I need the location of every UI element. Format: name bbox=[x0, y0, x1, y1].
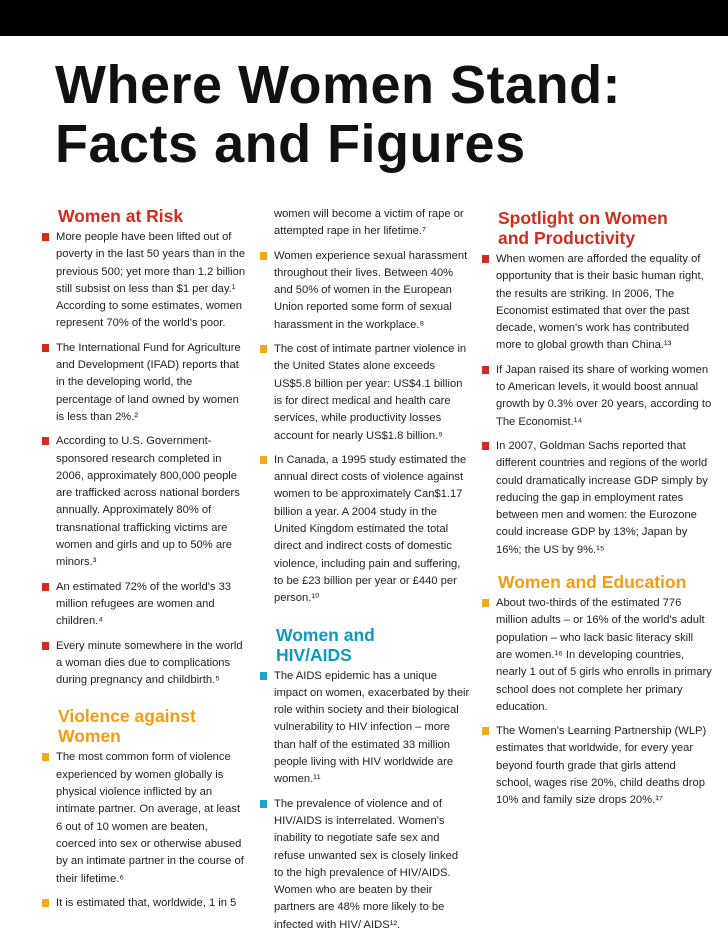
heading-spotlight-productivity bbox=[498, 208, 712, 248]
continued-text: women will become a victim of rape or attempted rape in her lifetime.⁷ bbox=[274, 208, 464, 238]
bullet-square-icon bbox=[42, 899, 49, 907]
education-list bbox=[482, 595, 712, 810]
list-item-text: In 2007, Goldman Sachs reported that different countries and regions of the world could dramatically increase GDP simply by reducing the gap in employment rates between men and women: the Eurozone could increase GDP by 13%; Japan by 16%; the US by 9%.¹⁵ bbox=[496, 439, 708, 556]
list-item-text: In Canada, a 1995 study estimated the annual direct costs of violence against women to be approximately Can$1.17 billion a year. A 2004 study in the United Kingdom estimated the total direct and indirect costs of domestic violence, including pain and suffering, to be £23 billion per year or £440 per person.¹⁰ bbox=[274, 453, 467, 605]
list-item bbox=[482, 723, 712, 809]
bullet-square-icon bbox=[482, 442, 489, 450]
list-item-text: The cost of intimate partner violence in the United States alone exceeds US$5.8 billion per year: US$4.1 billion is for direct medical and health care services, while productivity losses account for nearly US$1.8 billion.⁹ bbox=[274, 343, 467, 442]
list-item bbox=[260, 796, 470, 934]
list-item-text: The Women's Learning Partnership (WLP) estimates that worldwide, for every year beyond fourth grade that girls attend school, wages rise 20%, child deaths drop 10% and family size drops 20%.¹⁷ bbox=[496, 725, 707, 807]
list-item-text: An estimated 72% of the world's 33 million refugees are women and children.⁴ bbox=[56, 580, 232, 628]
list-item-text: The most common form of violence experienced by women globally is physical violence inflicted by an intimate partner. On average, at least 6 out of 10 women are beaten, coerced into sex or otherwise abused by an intimate partner in the course of their lifetime.⁶ bbox=[56, 751, 244, 885]
list-item bbox=[260, 452, 470, 608]
list-item bbox=[42, 638, 248, 690]
list-item-text: According to U.S. Government-sponsored research completed in 2006, approximately 800,000 people are trafficked across national borders annually. Approximately 80% of transnational trafficking victims are women and girls and up to 50% are minors.³ bbox=[56, 435, 240, 569]
list-item-text: The AIDS epidemic has a unique impact on women, exacerbated by their role within society and their biological vulnerability to HIV infection – more than half of the estimated 33 million people living with HIV worldwide are women.¹¹ bbox=[274, 669, 470, 786]
bullet-square-icon bbox=[42, 437, 49, 445]
list-item bbox=[260, 248, 470, 334]
bullet-square-icon bbox=[482, 255, 489, 263]
bullet-square-icon bbox=[42, 344, 49, 352]
bullet-square-icon bbox=[482, 366, 489, 374]
bullet-square-icon bbox=[260, 672, 267, 680]
risk-list bbox=[42, 229, 248, 689]
list-item-text: The prevalence of violence and of HIV/AIDS is interrelated. Women's inability to negotiate safe sex and refuse unwanted sex is closely linked to the high prevalence of HIV/AIDS. Women who are beaten by their partners are 48% more likely to be infected with HIV/ AIDS¹². bbox=[274, 797, 459, 931]
heading-line: Women and bbox=[276, 624, 375, 645]
list-item-text: If Japan raised its share of working women to American levels, it would boost annual growth by 0.3% over 20 years, according to The Economist.¹⁴ bbox=[496, 363, 712, 428]
bullet-square-icon bbox=[260, 345, 267, 353]
list-item bbox=[482, 251, 712, 355]
heading-women-and-hiv bbox=[276, 625, 470, 665]
bullet-square-icon bbox=[260, 800, 267, 808]
list-item-text: More people have been lifted out of poverty in the last 50 years than in the previous 500; yet more than 1.2 billion still subsist on less than $1 per day.¹ According to some estimates, women represent 70% of the world's poor. bbox=[56, 231, 246, 330]
list-item bbox=[260, 668, 470, 789]
list-item bbox=[482, 438, 712, 559]
page-title bbox=[55, 56, 621, 174]
bullet-square-icon bbox=[260, 456, 267, 464]
hiv-list bbox=[260, 668, 470, 934]
list-item-text: Every minute somewhere in the world a woman dies due to complications during pregnancy and childbirth.⁵ bbox=[56, 639, 243, 687]
heading-line: HIV/AIDS bbox=[276, 644, 352, 665]
violence-list bbox=[42, 749, 248, 912]
heading-line: Violence against bbox=[58, 706, 196, 727]
bullet-square-icon bbox=[42, 583, 49, 591]
list-item bbox=[260, 341, 470, 445]
list-item-text: When women are afforded the equality of opportunity that is their basic human right, the results are striking. In 2006, The Economist estimated that over the past decade, women's work has contributed more to global growth than China.¹³ bbox=[496, 253, 704, 352]
heading-women-at-risk: Women at Risk bbox=[58, 206, 184, 226]
list-item bbox=[42, 229, 248, 333]
list-item-text: The International Fund for Agriculture and Development (IFAD) reports that in the developing world, the percentage of land owned by women is less than 2%.² bbox=[56, 341, 241, 423]
column-1 bbox=[42, 206, 248, 919]
list-item bbox=[42, 895, 248, 912]
bullet-square-icon bbox=[482, 727, 489, 735]
list-item bbox=[42, 340, 248, 426]
heading-violence-against-women bbox=[58, 706, 248, 746]
title-line-2: Facts and Figures bbox=[55, 114, 526, 174]
title-line-1: Where Women Stand: bbox=[55, 55, 622, 115]
list-item bbox=[42, 579, 248, 631]
heading-line: and Productivity bbox=[498, 228, 636, 248]
bullet-square-icon bbox=[260, 252, 267, 260]
list-item bbox=[482, 362, 712, 431]
list-item-text: About two-thirds of the estimated 776 million adults – or 16% of the world's adult population – who lack basic literacy skill are women.¹⁶ In developing countries, nearly 1 out of 5 girls who enrolls in primary school does not complete her primary education. bbox=[496, 597, 712, 713]
heading-line: Spotlight on Women bbox=[498, 208, 668, 228]
list-item bbox=[42, 749, 248, 887]
list-item-text: Women experience sexual harassment throughout their lives. Between 40% and 50% of women in the European Union reported some form of sexual harassment in the workplace.⁸ bbox=[274, 249, 468, 331]
list-item-text: It is estimated that, worldwide, 1 in 5 bbox=[56, 896, 237, 909]
bullet-square-icon bbox=[482, 599, 489, 607]
column-3 bbox=[482, 208, 712, 817]
productivity-list bbox=[482, 251, 712, 559]
bullet-square-icon bbox=[42, 642, 49, 650]
list-item bbox=[482, 595, 712, 716]
top-black-bar bbox=[0, 0, 728, 36]
violence-list-continued bbox=[260, 248, 470, 608]
bullet-square-icon bbox=[42, 753, 49, 761]
list-item bbox=[42, 433, 248, 571]
heading-women-and-education: Women and Education bbox=[498, 572, 687, 593]
bullet-square-icon bbox=[42, 233, 49, 241]
heading-line: Women bbox=[58, 726, 121, 747]
column-2 bbox=[260, 206, 470, 941]
